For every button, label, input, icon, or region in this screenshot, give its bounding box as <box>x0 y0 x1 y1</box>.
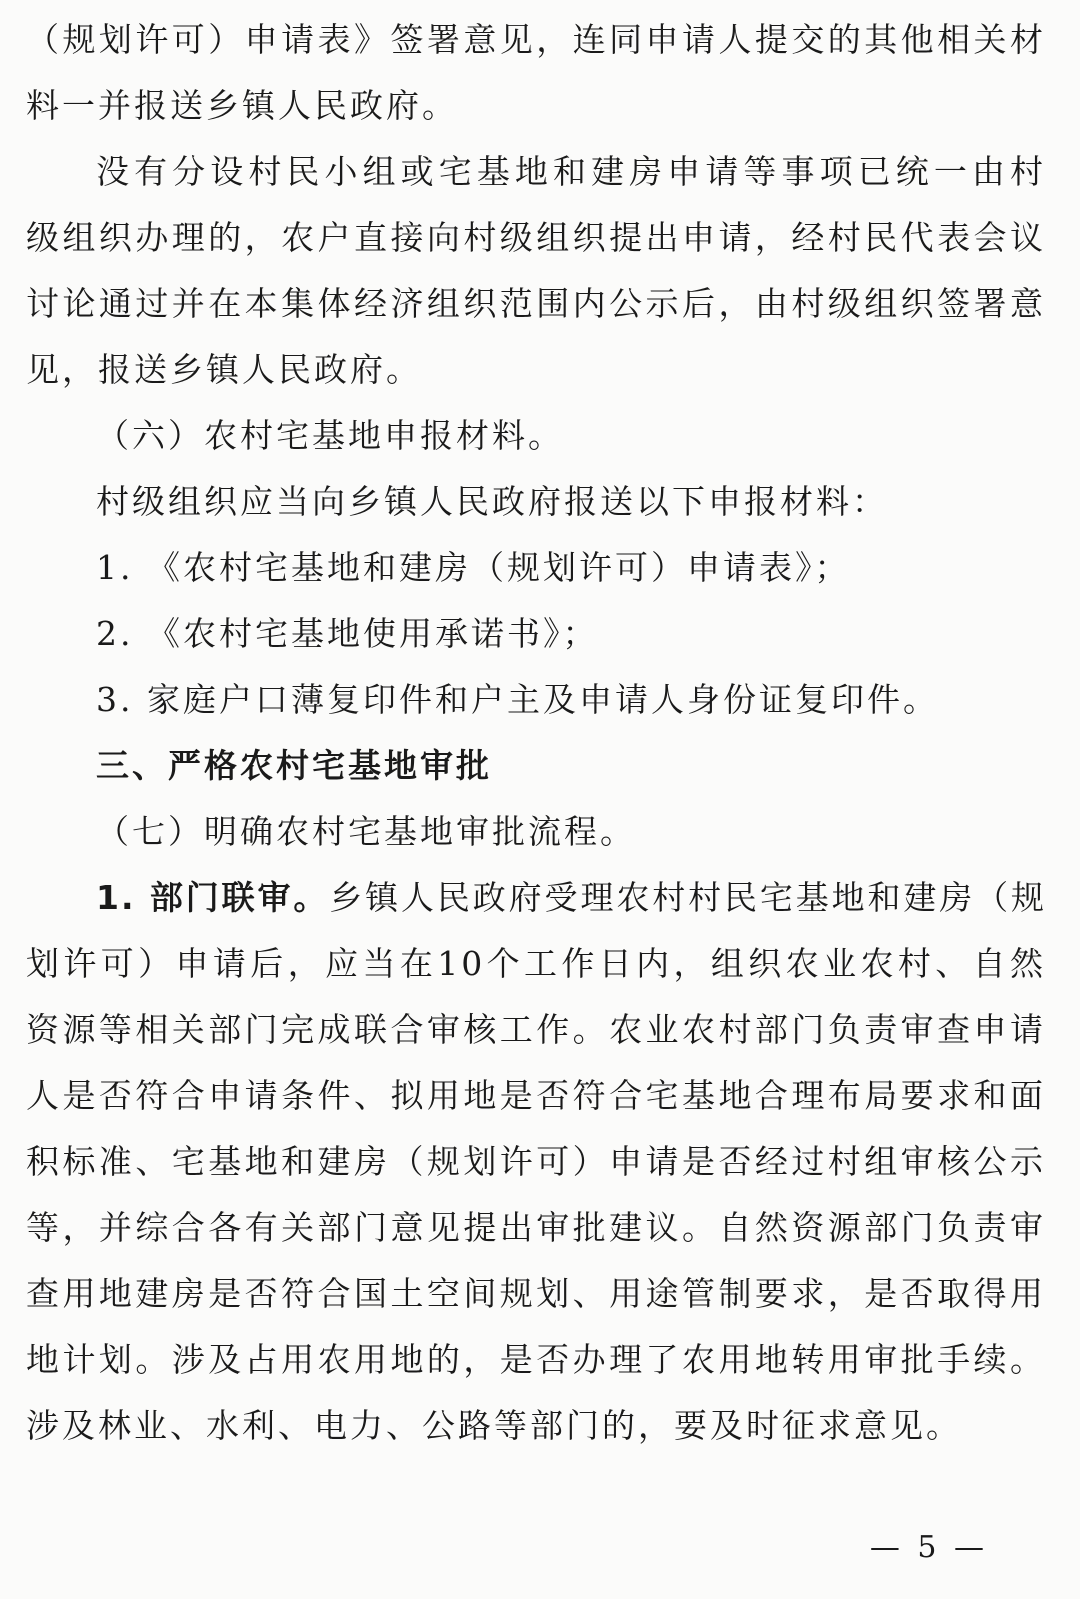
text-line: 积标准、宅基地和建房（规划许可）申请是否经过村组审核公示 <box>26 1142 1046 1181</box>
section-heading: （七）明确农村宅基地审批流程。 <box>96 812 636 851</box>
paragraph-lead-line <box>96 872 1046 924</box>
text-line: 人是否符合申请条件、拟用地是否符合宅基地合理布局要求和面 <box>26 1076 1046 1115</box>
text-line: 划许可）申请后，应当在10个工作日内，组织农业农村、自然 <box>26 944 1046 983</box>
lead-text: 乡镇人民政府受理农村村民宅基地和建房（规 <box>329 878 1047 917</box>
text-line: 级组织办理的，农户直接向村级组织提出申请，经村民代表会议 <box>26 218 1046 257</box>
page-number-text: — 5 — <box>869 1530 988 1565</box>
text-line: 等，并综合各有关部门意见提出审批建议。自然资源部门负责审 <box>26 1208 1046 1247</box>
text-line: 料一并报送乡镇人民政府。 <box>26 86 458 125</box>
text-line: 查用地建房是否符合国土空间规划、用途管制要求，是否取得用 <box>26 1274 1046 1313</box>
text-line: 地计划。涉及占用农用地的，是否办理了农用地转用审批手续。 <box>26 1340 1046 1379</box>
chapter-heading: 三、严格农村宅基地审批 <box>96 746 492 785</box>
bold-lead: 1. 部门联审。 <box>96 878 330 917</box>
text-line: 见，报送乡镇人民政府。 <box>26 350 422 389</box>
text-line: 讨论通过并在本集体经济组织范围内公示后，由村级组织签署意 <box>26 284 1046 323</box>
text-line: （规划许可）申请表》签署意见，连同申请人提交的其他相关材 <box>26 20 1046 59</box>
text-line: 没有分设村民小组或宅基地和建房申请等事项已统一由村 <box>96 152 1046 191</box>
list-item: 2. 《农村宅基地使用承诺书》； <box>96 614 599 653</box>
section-heading: （六）农村宅基地申报材料。 <box>96 416 564 455</box>
text-line: 资源等相关部门完成联合审核工作。农业农村部门负责审查申请 <box>26 1010 1046 1049</box>
text-line: 村级组织应当向乡镇人民政府报送以下申报材料： <box>96 482 888 521</box>
list-item: 3. 家庭户口薄复印件和户主及申请人身份证复印件。 <box>96 680 939 719</box>
text-line: 涉及林业、水利、电力、公路等部门的，要及时征求意见。 <box>26 1406 962 1445</box>
page-number <box>0 1524 1080 1572</box>
list-item: 1. 《农村宅基地和建房（规划许可）申请表》； <box>96 548 851 587</box>
